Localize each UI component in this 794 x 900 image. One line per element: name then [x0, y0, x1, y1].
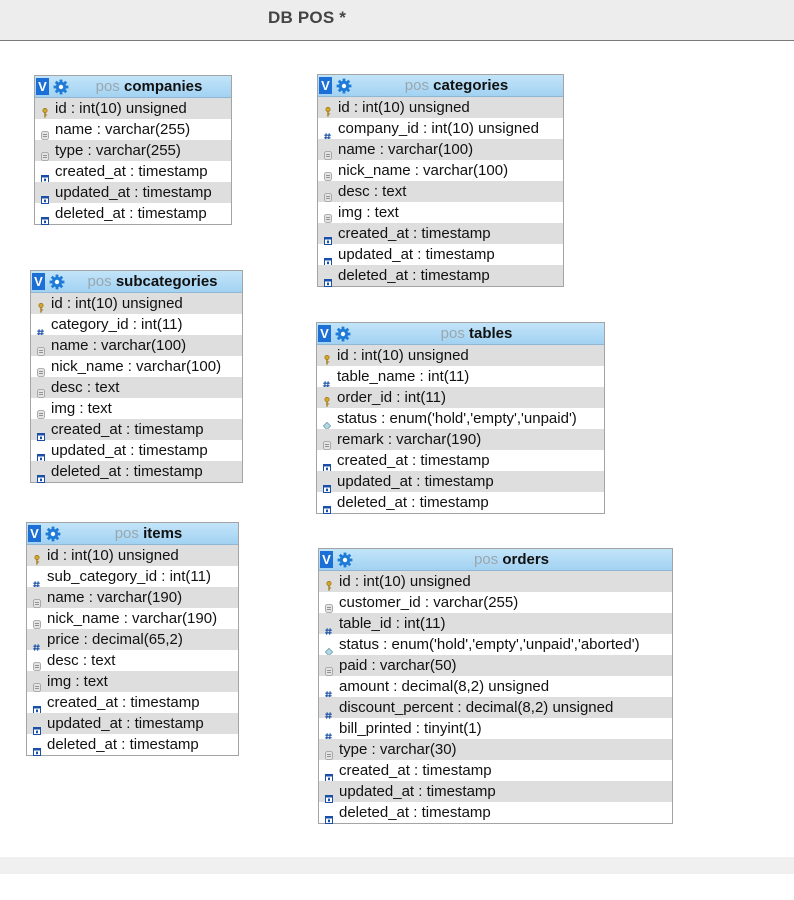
text-field-icon — [37, 362, 45, 371]
gear-icon[interactable] — [44, 525, 62, 543]
column-definition: created_at : timestamp — [55, 163, 208, 180]
text-field-icon — [41, 146, 49, 155]
table-title — [353, 326, 600, 342]
table-header[interactable] — [31, 271, 242, 293]
text-field-icon — [37, 341, 45, 350]
column-list — [318, 97, 563, 286]
column-row[interactable] — [319, 802, 672, 823]
timestamp-icon — [325, 809, 333, 817]
table-name: items — [143, 525, 183, 542]
table-header[interactable] — [318, 75, 563, 97]
timestamp-icon — [323, 478, 331, 486]
timestamp-icon — [37, 426, 45, 434]
text-field-icon — [324, 166, 332, 175]
schema-name: pos — [114, 525, 139, 542]
column-row[interactable] — [35, 98, 231, 119]
table-header[interactable] — [35, 76, 231, 98]
toggle-columns-button[interactable]: V — [32, 273, 45, 290]
column-row[interactable] — [35, 203, 231, 224]
timestamp-icon — [325, 767, 333, 775]
column-row[interactable] — [317, 450, 604, 471]
text-field-icon — [325, 661, 333, 670]
column-definition: created_at : timestamp — [337, 452, 490, 469]
index-icon — [325, 683, 332, 690]
column-definition: id : int(10) unsigned — [51, 295, 183, 312]
column-definition: desc : text — [51, 379, 120, 396]
text-field-icon — [33, 677, 41, 686]
column-row[interactable] — [317, 387, 604, 408]
timestamp-icon — [41, 168, 49, 176]
primary-key-icon — [325, 102, 331, 112]
column-row[interactable] — [318, 181, 563, 202]
column-row[interactable] — [31, 356, 242, 377]
column-row[interactable] — [319, 676, 672, 697]
column-definition: updated_at : timestamp — [55, 184, 212, 201]
column-definition: customer_id : varchar(255) — [339, 594, 519, 611]
column-row[interactable] — [27, 608, 238, 629]
column-row[interactable] — [318, 244, 563, 265]
text-field-icon — [323, 435, 331, 444]
column-definition: type : varchar(255) — [55, 142, 181, 159]
toggle-columns-button[interactable]: V — [320, 551, 333, 568]
gear-icon[interactable] — [48, 273, 66, 291]
column-row[interactable] — [317, 429, 604, 450]
column-definition: discount_percent : decimal(8,2) unsigned — [339, 699, 614, 716]
primary-key-icon — [38, 298, 44, 308]
column-row[interactable] — [317, 471, 604, 492]
column-definition: nick_name : varchar(100) — [51, 358, 222, 375]
column-row[interactable] — [319, 697, 672, 718]
column-definition: price : decimal(65,2) — [47, 631, 183, 648]
column-definition: updated_at : timestamp — [339, 783, 496, 800]
table-title — [71, 79, 227, 95]
table-name: categories — [433, 77, 509, 94]
column-definition: name : varchar(100) — [51, 337, 187, 354]
column-row[interactable] — [27, 629, 238, 650]
column-row[interactable] — [317, 408, 604, 429]
column-row[interactable] — [318, 265, 563, 286]
column-definition: img : text — [51, 400, 112, 417]
column-row[interactable] — [31, 461, 242, 482]
top-bar — [0, 0, 794, 41]
column-row[interactable] — [27, 713, 238, 734]
index-icon — [325, 725, 332, 732]
timestamp-icon — [41, 210, 49, 218]
schema-name: pos — [95, 78, 120, 95]
table-tables[interactable] — [316, 322, 605, 514]
column-definition: desc : text — [47, 652, 116, 669]
column-row[interactable] — [27, 545, 238, 566]
timestamp-icon — [33, 741, 41, 749]
table-name: companies — [123, 78, 203, 95]
table-header[interactable] — [319, 549, 672, 571]
column-definition: company_id : int(10) unsigned — [338, 120, 539, 137]
table-companies[interactable] — [34, 75, 232, 225]
gear-icon[interactable] — [335, 77, 353, 95]
column-row[interactable] — [31, 377, 242, 398]
column-definition: order_id : int(11) — [337, 389, 446, 406]
column-row[interactable] — [319, 613, 672, 634]
table-title — [355, 552, 668, 568]
column-row[interactable] — [31, 293, 242, 314]
column-definition: name : varchar(255) — [55, 121, 191, 138]
page-title: DB POS * — [268, 8, 347, 27]
column-row[interactable] — [27, 650, 238, 671]
index-icon — [33, 573, 40, 580]
column-definition: category_id : int(11) — [51, 316, 183, 333]
column-definition: status : enum('hold','empty','unpaid') — [337, 410, 577, 427]
column-row[interactable] — [35, 161, 231, 182]
column-row[interactable] — [31, 335, 242, 356]
toggle-columns-button[interactable]: V — [319, 77, 332, 94]
column-definition: updated_at : timestamp — [51, 442, 208, 459]
index-icon — [324, 125, 331, 132]
column-row[interactable] — [317, 345, 604, 366]
column-definition: nick_name : varchar(100) — [338, 162, 509, 179]
column-row[interactable] — [318, 139, 563, 160]
column-definition: updated_at : timestamp — [338, 246, 495, 263]
timestamp-icon — [33, 720, 41, 728]
column-definition: created_at : timestamp — [338, 225, 491, 242]
bottom-scroll-area — [0, 857, 794, 874]
text-field-icon — [325, 598, 333, 607]
column-definition: bill_printed : tinyint(1) — [339, 720, 482, 737]
table-name: orders — [502, 551, 550, 568]
table-title — [354, 78, 559, 94]
index-icon — [37, 321, 44, 328]
timestamp-icon — [33, 699, 41, 707]
column-definition: name : varchar(190) — [47, 589, 183, 606]
enum-icon — [323, 415, 331, 423]
column-definition: amount : decimal(8,2) unsigned — [339, 678, 550, 695]
column-row[interactable] — [27, 587, 238, 608]
column-list — [27, 545, 238, 755]
column-definition: sub_category_id : int(11) — [47, 568, 211, 585]
column-definition: deleted_at : timestamp — [338, 267, 490, 284]
text-field-icon — [33, 656, 41, 665]
table-title — [63, 526, 234, 542]
column-row[interactable] — [27, 692, 238, 713]
column-row[interactable] — [317, 492, 604, 513]
column-row[interactable] — [319, 592, 672, 613]
column-row[interactable] — [318, 97, 563, 118]
column-definition: deleted_at : timestamp — [51, 463, 203, 480]
enum-icon — [325, 641, 333, 649]
column-definition: img : text — [47, 673, 108, 690]
timestamp-icon — [323, 499, 331, 507]
column-row[interactable] — [31, 314, 242, 335]
column-row[interactable] — [319, 781, 672, 802]
text-field-icon — [33, 614, 41, 623]
primary-key-icon — [324, 392, 330, 402]
column-row[interactable] — [319, 634, 672, 655]
column-row[interactable] — [35, 140, 231, 161]
toggle-columns-button[interactable]: V — [318, 325, 331, 342]
timestamp-icon — [37, 468, 45, 476]
gear-icon[interactable] — [52, 78, 70, 96]
index-icon — [325, 620, 332, 627]
timestamp-icon — [41, 189, 49, 197]
column-definition: status : enum('hold','empty','unpaid','aborted') — [339, 636, 640, 653]
gear-icon[interactable] — [334, 325, 352, 343]
table-categories[interactable] — [317, 74, 564, 287]
column-definition: created_at : timestamp — [47, 694, 200, 711]
text-field-icon — [41, 125, 49, 134]
column-row[interactable] — [31, 398, 242, 419]
column-row[interactable] — [319, 655, 672, 676]
text-field-icon — [324, 187, 332, 196]
toggle-columns-button[interactable]: V — [28, 525, 41, 542]
table-title — [67, 274, 238, 290]
column-definition: desc : text — [338, 183, 407, 200]
primary-key-icon — [42, 103, 48, 113]
timestamp-icon — [323, 457, 331, 465]
timestamp-icon — [325, 788, 333, 796]
column-row[interactable] — [318, 118, 563, 139]
index-icon — [325, 704, 332, 711]
schema-name: pos — [404, 77, 429, 94]
text-field-icon — [325, 745, 333, 754]
column-row[interactable] — [27, 671, 238, 692]
column-definition: id : int(10) unsigned — [47, 547, 179, 564]
text-field-icon — [33, 593, 41, 602]
column-definition: deleted_at : timestamp — [47, 736, 199, 753]
column-definition: deleted_at : timestamp — [337, 494, 489, 511]
column-definition: deleted_at : timestamp — [339, 804, 491, 821]
column-definition: updated_at : timestamp — [337, 473, 494, 490]
column-list — [319, 571, 672, 823]
column-row[interactable] — [319, 718, 672, 739]
column-definition: table_name : int(11) — [337, 368, 470, 385]
table-name: subcategories — [115, 273, 218, 290]
index-icon — [33, 636, 40, 643]
timestamp-icon — [324, 272, 332, 280]
column-definition: id : int(10) unsigned — [55, 100, 187, 117]
column-row[interactable] — [318, 160, 563, 181]
column-row[interactable] — [319, 760, 672, 781]
column-definition: created_at : timestamp — [339, 762, 492, 779]
column-row[interactable] — [319, 739, 672, 760]
column-row[interactable] — [318, 223, 563, 244]
column-definition: paid : varchar(50) — [339, 657, 457, 674]
column-row[interactable] — [35, 182, 231, 203]
column-row[interactable] — [318, 202, 563, 223]
column-definition: type : varchar(30) — [339, 741, 457, 758]
column-row[interactable] — [27, 734, 238, 755]
table-subcategories[interactable] — [30, 270, 243, 483]
schema-name: pos — [440, 325, 465, 342]
column-definition: id : int(10) unsigned — [338, 99, 470, 116]
column-definition: deleted_at : timestamp — [55, 205, 207, 222]
column-row[interactable] — [27, 566, 238, 587]
column-list — [31, 293, 242, 482]
timestamp-icon — [324, 251, 332, 259]
primary-key-icon — [324, 350, 330, 360]
column-definition: updated_at : timestamp — [47, 715, 204, 732]
primary-key-icon — [326, 576, 332, 586]
toggle-columns-button[interactable]: V — [36, 78, 49, 95]
table-name: tables — [469, 325, 513, 342]
schema-name: pos — [87, 273, 112, 290]
primary-key-icon — [34, 550, 40, 560]
table-orders[interactable] — [318, 548, 673, 824]
column-row[interactable] — [35, 119, 231, 140]
column-list — [35, 98, 231, 224]
index-icon — [323, 373, 330, 380]
text-field-icon — [324, 208, 332, 217]
text-field-icon — [324, 145, 332, 154]
timestamp-icon — [37, 447, 45, 455]
column-row[interactable] — [31, 419, 242, 440]
table-header[interactable] — [27, 523, 238, 545]
text-field-icon — [37, 404, 45, 413]
table-items[interactable] — [26, 522, 239, 756]
timestamp-icon — [324, 230, 332, 238]
column-row[interactable] — [319, 571, 672, 592]
column-definition: id : int(10) unsigned — [339, 573, 471, 590]
column-definition: img : text — [338, 204, 399, 221]
column-definition: id : int(10) unsigned — [337, 347, 469, 364]
column-definition: created_at : timestamp — [51, 421, 204, 438]
column-row[interactable] — [317, 366, 604, 387]
table-header[interactable] — [317, 323, 604, 345]
column-definition: remark : varchar(190) — [337, 431, 482, 448]
column-definition: table_id : int(11) — [339, 615, 446, 632]
schema-name: pos — [473, 551, 499, 568]
column-row[interactable] — [31, 440, 242, 461]
column-list — [317, 345, 604, 513]
column-definition: name : varchar(100) — [338, 141, 474, 158]
text-field-icon — [37, 383, 45, 392]
gear-icon[interactable] — [336, 551, 354, 569]
column-definition: nick_name : varchar(190) — [47, 610, 218, 627]
